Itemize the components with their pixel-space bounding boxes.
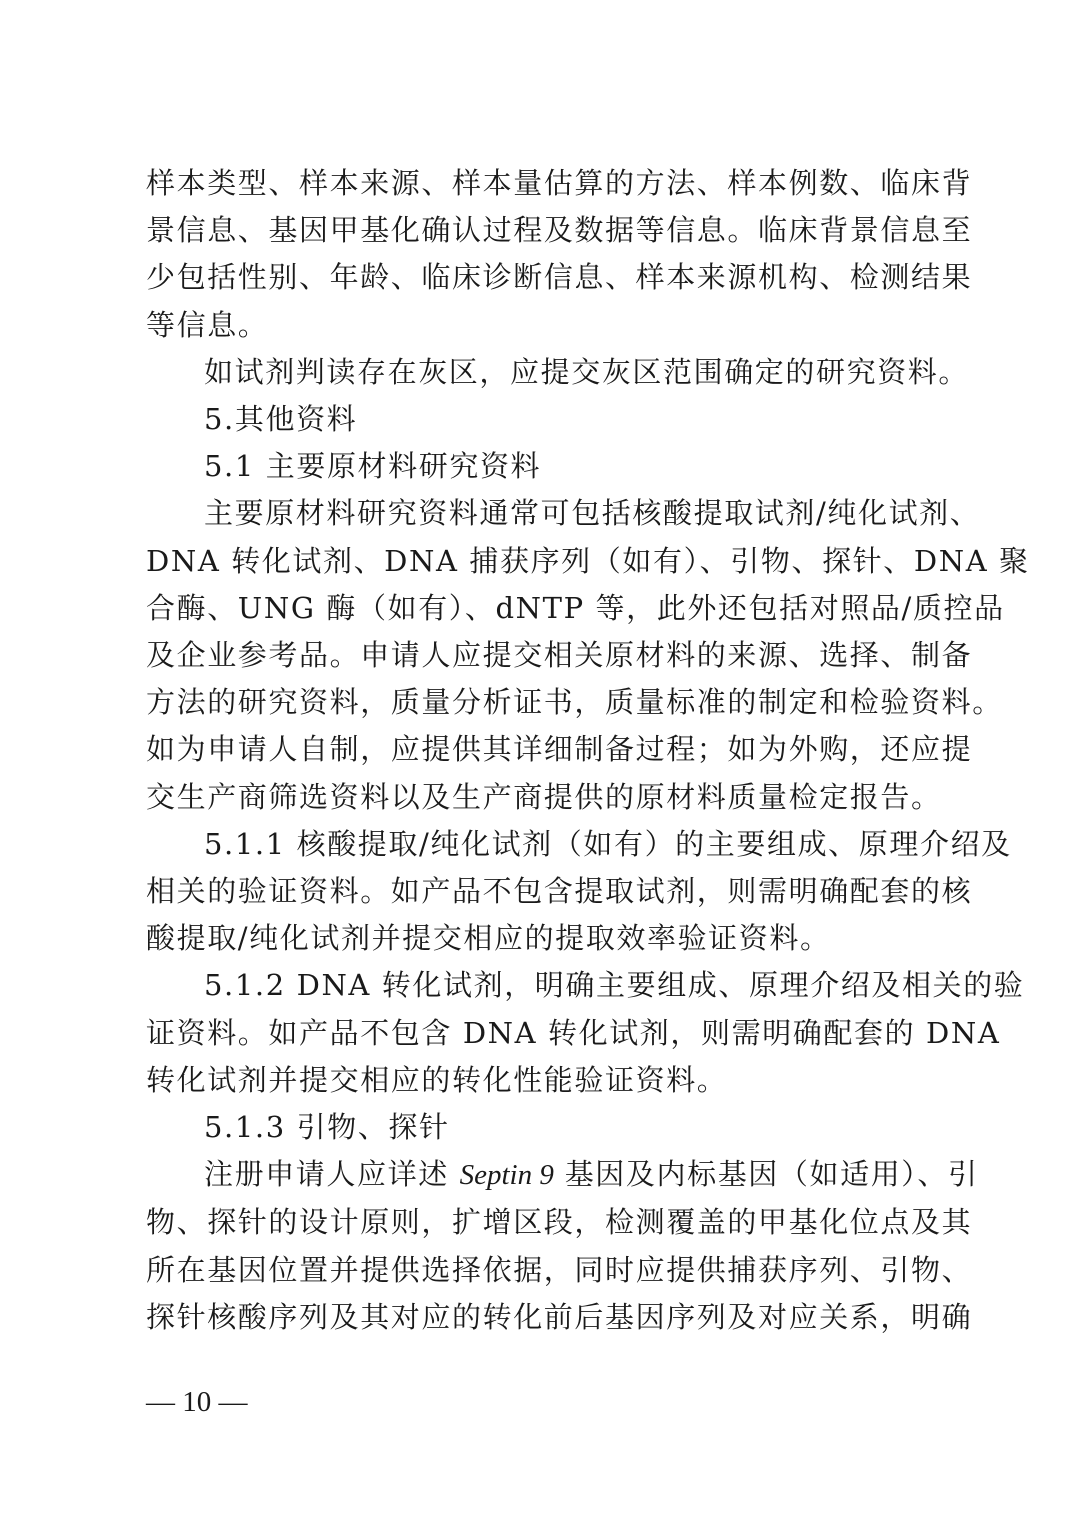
- text-line: 样本类型、样本来源、样本量估算的方法、样本例数、临床背: [146, 166, 973, 200]
- text-line: 相关的验证资料。如产品不包含提取试剂，则需明确配套的核: [146, 874, 973, 909]
- text-line: 转化试剂并提交相应的转化性能验证资料。: [146, 1062, 728, 1097]
- septin-before: 注册申请人应详述: [204, 1157, 460, 1192]
- text-line: 如为申请人自制，应提供其详细制备过程；如为外购，还应提: [146, 732, 973, 767]
- section-heading: 5.1.3 引物、探针: [204, 1110, 450, 1145]
- text-line: 主要原材料研究资料通常可包括核酸提取试剂/纯化试剂、: [204, 496, 981, 531]
- text-line: DNA 转化试剂、DNA 捕获序列（如有）、引物、探针、DNA 聚: [146, 543, 1030, 578]
- text-line: 物、探针的设计原则，扩增区段，检测覆盖的甲基化位点及其: [146, 1205, 973, 1240]
- text-line: 所在基因位置并提供选择依据，同时应提供捕获序列、引物、: [146, 1252, 973, 1287]
- text-line: 酸提取/纯化试剂并提交相应的提取效率验证资料。: [146, 921, 831, 956]
- septin-after: 基因及内标基因（如适用）、引: [553, 1157, 979, 1192]
- text-line: 等信息。: [146, 307, 269, 342]
- text-line: 少包括性别、年龄、临床诊断信息、样本来源机构、检测结果: [146, 260, 973, 295]
- text-line: 景信息、基因甲基化确认过程及数据等信息。临床背景信息至: [146, 213, 973, 248]
- body-text: [146, 160, 1030, 1341]
- text-line: 探针核酸序列及其对应的转化前后基因序列及对应关系，明确: [146, 1299, 973, 1334]
- text-line: 交生产商筛选资料以及生产商提供的原材料质量检定报告。: [146, 779, 942, 814]
- page-number: — 10 —: [146, 1386, 248, 1418]
- text-line: 证资料。如产品不包含 DNA 转化试剂，则需明确配套的 DNA: [146, 1015, 1001, 1050]
- text-line: 合酶、UNG 酶（如有）、dNTP 等，此外还包括对照品/质控品: [146, 590, 1005, 625]
- text-line: 5.1.2 DNA 转化试剂，明确主要组成、原理介绍及相关的验: [204, 968, 1025, 1003]
- text-line-septin: [146, 1151, 979, 1199]
- septin-gene-name: Septin 9: [459, 1159, 554, 1192]
- text-line: 5.1.1 核酸提取/纯化试剂（如有）的主要组成、原理介绍及: [204, 826, 1012, 861]
- section-heading: 5.其他资料: [204, 402, 358, 437]
- text-line: 如试剂判读存在灰区，应提交灰区范围确定的研究资料。: [204, 354, 970, 389]
- section-heading: 5.1 主要原材料研究资料: [204, 449, 542, 484]
- text-line: 方法的研究资料，质量分析证书，质量标准的制定和检验资料。: [146, 685, 1003, 720]
- text-line: 及企业参考品。申请人应提交相关原材料的来源、选择、制备: [146, 638, 973, 673]
